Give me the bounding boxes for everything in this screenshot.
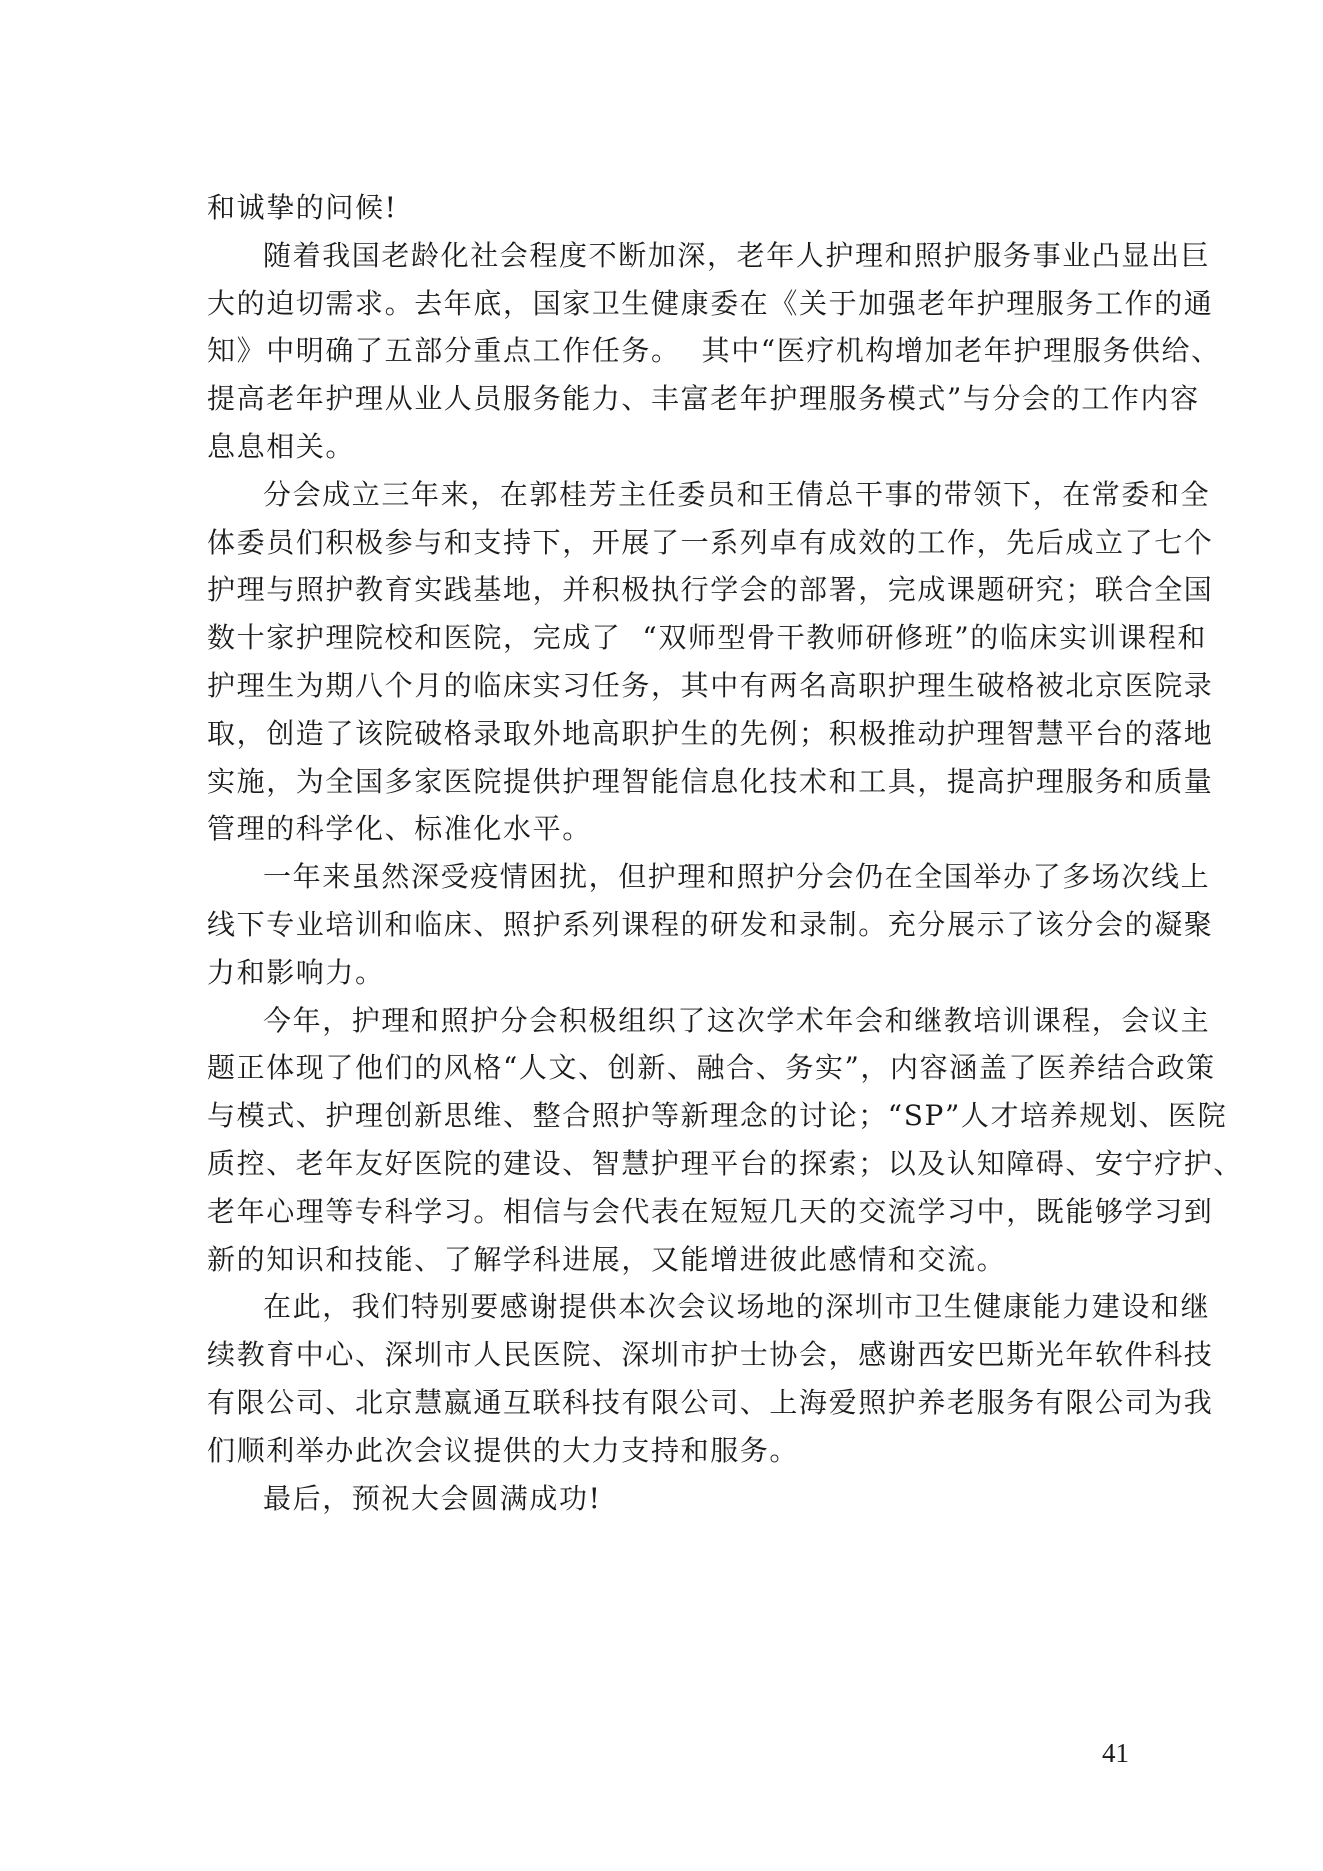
text-line: 护理生为期八个月的临床实习任务，其中有两名高职护理生破格被北京医院录 — [207, 668, 1214, 702]
paragraph-aging-demand — [207, 232, 1221, 471]
paragraph-greeting-end — [207, 184, 1129, 232]
text-line: 体委员们积极参与和支持下，开展了一系列卓有成效的工作，先后成立了七个 — [207, 525, 1214, 559]
text-line: 与模式、护理创新思维、整合照护等新理念的讨论；“SP”人才培养规划、医院 — [207, 1099, 1228, 1133]
text-line: 在此，我们特别要感谢提供本次会议场地的深圳市卫生健康能力建设和继 — [263, 1290, 1211, 1324]
text-line: 随着我国老龄化社会程度不断加深，老年人护理和照护服务事业凸显出巨 — [263, 238, 1211, 272]
page-number: 41 — [1102, 1738, 1129, 1768]
paragraph-branch-achievements — [207, 471, 1214, 853]
text-line: 质控、老年友好医院的建设、智慧护理平台的探索；以及认知障碍、安宁疗护、 — [207, 1146, 1244, 1180]
text-line: 提高老年护理从业人员服务能力、丰富老年护理服务模式”与分会的工作内容 — [207, 382, 1200, 416]
text-line: 一年来虽然深受疫情困扰，但护理和照护分会仍在全国举办了多场次线上 — [263, 860, 1211, 894]
text-line: 数十家护理院校和医院，完成了 “双师型骨干教师研修班”的临床实训课程和 — [207, 621, 1208, 655]
text-line: 线下专业培训和临床、照护系列课程的研发和录制。充分展示了该分会的凝聚 — [207, 907, 1214, 941]
text-line: 知》中明确了五部分重点工作任务。 其中“医疗机构增加老年护理服务供给、 — [207, 334, 1221, 368]
text-line: 新的知识和技能、了解学科进展，又能增进彼此感情和交流。 — [207, 1242, 1007, 1276]
text-line: 分会成立三年来，在郭桂芳主任委员和王倩总干事的带领下，在常委和全 — [263, 477, 1211, 511]
paragraph-pandemic-training — [207, 853, 1214, 996]
text-line: 和诚挚的问候! — [207, 191, 398, 224]
text-line: 管理的科学化、标准化水平。 — [207, 812, 592, 846]
paragraph-closing-wish — [207, 1475, 1129, 1523]
document-body — [207, 184, 1244, 1522]
text-line: 实施，为全国多家医院提供护理智能信息化技术和工具，提高护理服务和质量 — [207, 764, 1214, 798]
text-line: 护理与照护教育实践基地，并积极执行学会的部署，完成课题研究；联合全国 — [207, 573, 1214, 607]
paragraph-acknowledgements — [207, 1283, 1214, 1474]
text-line: 老年心理等专科学习。相信与会代表在短短几天的交流学习中，既能够学习到 — [207, 1194, 1214, 1228]
text-line: 续教育中心、深圳市人民医院、深圳市护士协会，感谢西安巴斯光年软件科技 — [207, 1338, 1214, 1372]
text-line: 取，创造了该院破格录取外地高职护生的先例；积极推动护理智慧平台的落地 — [207, 716, 1214, 750]
text-line: 息息相关。 — [207, 429, 356, 463]
text-line: 大的迫切需求。去年底，国家卫生健康委在《关于加强老年护理服务工作的通 — [207, 286, 1214, 320]
text-line: 力和影响力。 — [207, 955, 385, 989]
text-line: 题正体现了他们的风格“人文、创新、融合、务实”，内容涵盖了医养结合政策 — [207, 1051, 1216, 1085]
text-line: 最后，预祝大会圆满成功! — [263, 1481, 602, 1515]
text-line: 有限公司、北京慧嬴通互联科技有限公司、上海爱照护养老服务有限公司为我 — [207, 1385, 1214, 1419]
paragraph-annual-conference — [207, 997, 1244, 1284]
text-line: 们顺利举办此次会议提供的大力支持和服务。 — [207, 1433, 800, 1467]
text-line: 今年，护理和照护分会积极组织了这次学术年会和继教培训课程，会议主 — [263, 1003, 1211, 1037]
